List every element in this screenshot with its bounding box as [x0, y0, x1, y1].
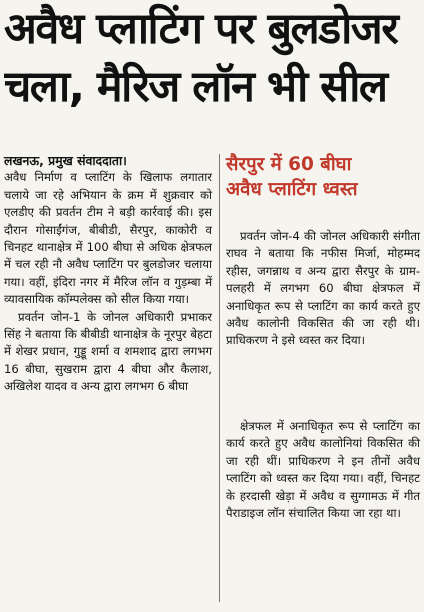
byline: लखनऊ, प्रमुख संवाददाता।	[4, 153, 127, 168]
left-column	[4, 152, 212, 396]
headline-line-1: अवैध प्लाटिंग पर बुलडोजर	[4, 4, 398, 54]
right-column-top	[226, 228, 420, 350]
subheading	[226, 152, 420, 202]
subheading-line-1: सैरपुर में 60 बीघा	[226, 154, 352, 175]
left-paragraph-1: अवैध निर्माण व प्लाटिंग के खिलाफ लगातार चलाये जा रहे अभियान के क्रम में शुक्रवार को एलडीए की प्रवर्तन टीम ने बड़ी कार्रवाई की। इस दौरान गोसाईंगंज, बीबीडी, सैरपुर, काकोरी व चिनहट थानाक्षेत्र में 100 बीघा से अधिक क्षेत्रफल में चल रही नौ अवैध प्लाटिंग पर बुलडोजर चलाया गया। वहीं, इंदिरा नगर में मैरिज लॉन व गुड़म्बा में व्यावसायिक कॉम्पलेक्स को सील किया गया।	[4, 170, 212, 307]
column-divider	[219, 154, 220, 602]
headline-line-2: चला, मैरिज लॉन भी सील	[4, 62, 387, 112]
right-column-bottom	[226, 418, 420, 522]
right-paragraph-2: क्षेत्रफल में अनाधिकृत रूप से प्लाटिंग का कार्य करते हुए अवैध कालोनियां विकसित की जा रही थीं। प्राधिकरण ने इन तीनों अवैध प्लाटिंग को ध्वस्त कर दिया गया। वहीं, चिनहट के हरदासी खेड़ा में अवैध व सुग्गामऊ में गीत पैराडाइज लॉन संचालित किया जा रहा था।	[226, 419, 420, 521]
right-paragraph-1: प्रवर्तन जोन-4 की जोनल अधिकारी संगीता राघव ने बताया कि नफीस मिर्जा, मोहम्मद रहीस, जगन्नाथ व अन्य द्वारा सैरपुर के ग्राम-पलहरी में लगभग 60 बीघा क्षेत्रफल में अनाधिकृत रूप से प्लाटिंग का कार्य करते हुए अवैध कालोनी विकसित की जा रही थी। प्राधिकरण ने इसे ध्वस्त कर दिया।	[226, 229, 420, 348]
headline	[4, 2, 420, 118]
left-paragraph-2: प्रवर्तन जोन-1 के जोनल अधिकारी प्रभाकर सिंह ने बताया कि बीबीडी थानाक्षेत्र के नूरपुर बेहटा में शेखर प्रधान, गुड्डू शर्मा व शमशाद द्वारा लगभग 16 बीघा, सुखराम द्वारा 4 बीघा और कैलाश, अखिलेश यादव व अन्य द्वारा लगभग 6 बीघा	[4, 309, 212, 394]
subheading-line-2: अवैध प्लाटिंग ध्वस्त	[226, 179, 358, 200]
